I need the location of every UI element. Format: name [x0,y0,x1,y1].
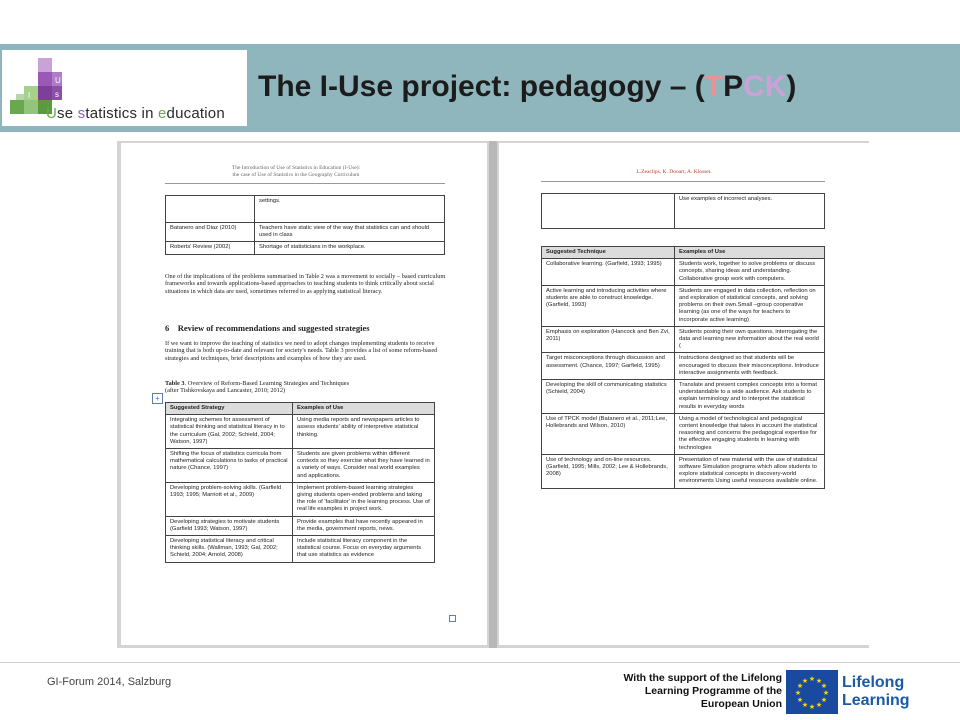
svg-text:★: ★ [796,682,804,690]
i-use-logo [2,50,247,126]
table-move-handle[interactable]: + [152,393,163,404]
technique-table [541,246,825,489]
table-row: Target misconceptions through discussion and assessment. (Chance, 1997; Garfield, 1995) Instructions designed so that students will be encouraged to discuss their misconceptions. Introduce interactive assignments with feedback. [542,353,825,380]
table-row: Active learning and introducing activities where students are able to construct knowledge. (Garfield, 1993) Students are engaged in data collection, reflection on and exploration of statistical concepts, and solving problems on their own.Small –group cooperative learning (as one of the ways for teachers to incorporate active learning) [542,285,825,326]
table-caption: Table 3. Overview of Reform-Based Learning Strategies and Techniques (after Tishkovskaya and Lancaster, 2010; 2012) [165,380,350,395]
svg-text:★: ★ [801,701,809,709]
svg-text:★: ★ [801,677,809,685]
eu-flag-icon [786,670,838,714]
svg-text:s: s [55,90,59,99]
document-page-right [499,143,869,645]
eu-support-statement: With the support of the Lifelong Learning Programme of the European Union [623,672,782,710]
table-header-row: Suggested Technique Examples of Use [542,247,825,259]
running-head: The Introduction of Use of Statistics in Education (I-Use): the case of Use of Statistics in the Geography Curriculum [231,165,361,178]
table-row: Emphasis on exploration (Hancock and Ben Zvi, 2011) Students posing their own questions, interrogating the data and learning new information about the real world ( [542,326,825,353]
table-row: Collaborative learning. (Garfield, 1993; 1995) Students work, together to solve problems or discuss concepts, sharing ideas and understanding. Collaborative group work with computers. [542,259,825,286]
table-row: Developing statistical literacy and critical thinking skills. (Wallman, 1993; Gal, 2002; Schield, 2004; Arnold, 2008) Include statistical literacy component in the statistical course. Focus on everyday arguments that use statistics as evidence [166,536,435,563]
table-resize-handle[interactable] [449,615,456,622]
svg-text:★: ★ [822,689,830,697]
continued-table [165,195,445,255]
table-row: Roberts' Review (2002) Shortage of statisticians in the workplace. [166,242,445,254]
strategy-table [165,402,435,563]
table-row: Use of TPCK model (Batanero et al., 2011;Lee, Hollebrands and Wilson, 2010) Using a model of technological and pedagogical content knowledge that takes in account the statistical reasoning and concerns the pedagogical expertise for the effective engaging students in learning with technologies [542,413,825,454]
running-head: L.Zeaclips, K. Dooart, A. Klosset. [636,169,712,175]
table-row: Integrating schemes for assessment of statistical thinking and statistical literacy in to the curriculum (Gal, 2002; Schield, 2004; Watson, 1997) Using media reports and newspapers articles to assess students' ability of interpretive statistical thinking. [166,415,435,449]
table-row: Batanero and Diaz (2010) Teachers have static view of the way that statistics can and should used in class [166,223,445,242]
body-paragraph: If we want to improve the teaching of statistics we need to adopt changes implementing students to receive training that is both up-to-date and relevant for society's needs. Table 3 provides a list of some reform-based strategies and techniques, brief descriptions and examples of how they are used. [165,340,438,362]
logo-tagline: Use statistics in education [46,105,225,122]
svg-text:★: ★ [794,689,802,697]
table-row: Use of technology and on-line resources. (Garfield, 1995; Mills, 2002; Lee & Hollebrands, 2008) Presentation of new material with the use of statistical software Simulation programs which allow students to explore statistical concepts in discovery-world environments Using useful resources available online. [542,454,825,488]
svg-text:U: U [55,76,61,85]
table-row: Developing problem-solving skills. (Garfield 1993; 1995; Marriott et al., 2009) Implement problem-based learning strategies giving students open-ended problems and taking the role of 'facilitator' in the learning process. Use of real life examples in project work. [166,482,435,516]
page-divider [489,141,497,648]
lifelong-learning-logo: Lifelong Learning [842,674,910,709]
table-header-row: Suggested Strategy Examples of Use [166,403,435,415]
table-row: Developing the skill of communicating statistics (Schield, 2004) Translate and present complex concepts into a format understandable to a wide audience. Ask students to explain terminology and to interpret the statistical results in everyday words [542,380,825,414]
table-row: Shifting the focus of statistics curricula from mathematical calculations to tasks of practical nature (Chance, 1997) Students are given problems within different contexts so they exercise what they have learned in a variety of ways. Consider real world examples and applications. [166,449,435,483]
table-row: settings. [166,196,445,223]
table-row: Developing strategies to motivate students (Garfield 1993; Watson, 1997) Provide examples that have recently appeared in the media, government reports, news. [166,516,435,535]
svg-text:I: I [28,91,31,100]
running-head-rule [541,181,825,182]
running-head-rule [165,183,445,184]
continued-table [541,193,825,229]
table-row: Use examples of incorrect analyses. [542,194,825,229]
body-paragraph: One of the implications of the problems summarised in Table 2 was a movement to socially – based curriculum frameworks and towards applications-based approaches to teaching students to think critically about social situations in which data are used, sometimes referred to as applying statistical literacy. [165,273,446,295]
footer-rule [0,662,960,663]
svg-text:★: ★ [808,675,816,683]
svg-text:★: ★ [808,703,816,711]
svg-text:★: ★ [796,696,804,704]
svg-text:★: ★ [820,696,828,704]
slide-title: The I-Use project: pedagogy – (TPCK) [258,70,797,103]
section-heading: 6 Review of recommendations and suggested strategies [165,323,370,333]
document-screenshot [117,141,869,648]
document-page-left [121,143,487,645]
svg-text:★: ★ [815,677,823,685]
footer-conference: GI-Forum 2014, Salzburg [47,676,172,688]
svg-text:★: ★ [815,701,823,709]
svg-text:★: ★ [820,682,828,690]
svg-text:e: e [55,63,59,70]
